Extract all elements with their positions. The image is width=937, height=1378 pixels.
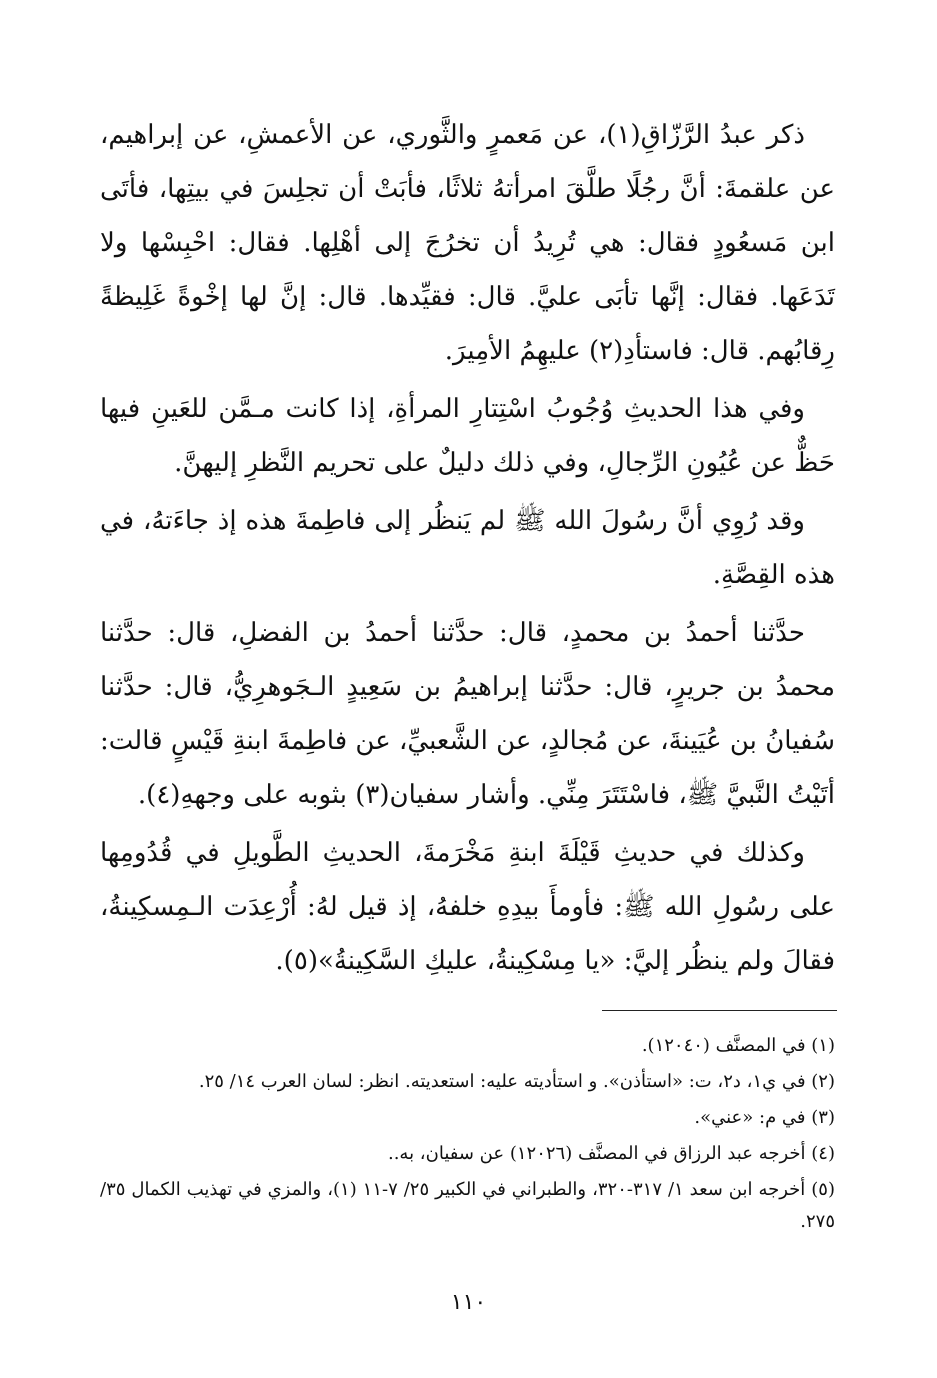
footnote-divider (602, 1010, 837, 1011)
page-number: ١١٠ (450, 1290, 487, 1315)
footnote: (٤) أخرجه عبد الرزاق في المصنَّف (١٢٠٢٦) عن سفيان، به.. (387, 1143, 835, 1164)
paragraph: وقد رُوِي أنَّ رسُولَ الله ﷺ لم يَنظُر إلى فاطِمةَ هذه إذ جاءَتهُ، في هذه القِصَّةِ. (100, 506, 835, 590)
paragraph: ذكر عبدُ الرَّزّاقِ(١)، عن مَعمرٍ والثَّوري، عن الأعمشِ، عن إبراهيم، عن علقمةَ: أنَّ رجُلًا طلَّقَ امرأتهُ ثلاثًا، فأبَتْ أن تجلِسَ في بيتِها، فأتَى ابن مَسعُودٍ فقال: هي تُرِيدُ أن تخرُجَ إلى أهْلِها. فقال: احْبِسْها ولا تَدَعَها. فقال: إنَّها تأبَى عليَّ. قال: فقيِّدها. قال: إنَّ لها إخْوةً غَلِيظةً رِقابُهم. قال: فاستأدِ(٢) عليهِمُ الأمِيرَ. (100, 120, 835, 366)
paragraph: وفي هذا الحديثِ وُجُوبُ اسْتِتارِ المرأةِ، إذا كانت مـمَّن للعَينِ فيها حَظٌّ عن عُيُونِ الرِّجالِ، وفي ذلك دليلٌ على تحريم النَّظرِ إليهنَّ. (100, 394, 835, 478)
footnote: (٥) أخرجه ابن سعد ١/ ٣١٧-٣٢٠، والطبراني في الكبير ٢٥/ ٧-١١ (١)، والمزي في تهذيب الكمال ٣٥/ ٢٧٥. (100, 1179, 835, 1232)
main-text (100, 108, 835, 992)
paragraph: حدَّثنا أحمدُ بن محمدٍ، قال: حدَّثنا أحمدُ بن الفضلِ، قال: حدَّثنا محمدُ بن جريرٍ، قال: حدَّثنا إبراهيمُ بن سَعِيدٍ الـجَوهرِيُّ، قال: حدَّثنا سُفيانُ بن عُيَينةَ، عن مُجالدٍ، عن الشَّعبيِّ، عن فاطِمةَ ابنةِ قَيْسٍ قالت: أتَيْتُ النَّبيَّ ﷺ، فاسْتَتَرَ مِنِّي. وأشار سفيان(٣) بثوبه على وجههِ(٤). (100, 618, 835, 810)
footnotes (100, 1030, 835, 1242)
paragraph: وكذلك في حديثِ قَيْلَةَ ابنةِ مَخْرَمةَ، الحديثِ الطَّويلِ في قُدُومِها على رسُولِ الله ﷺ: فأومأَ بيدِهِ خلفهُ، إذ قيل لهُ: أُرْعِدَت الـمِسكِينةُ، فقالَ ولم ينظُر إليَّ: «يا مِسْكِينةُ، عليكِ السَّكِينةُ»(٥). (100, 838, 835, 976)
footnote: (٣) في م: «عني». (694, 1107, 835, 1128)
footnote: (١) في المصنَّف (١٢٠٤٠). (641, 1035, 835, 1056)
footnote: (٢) في ي١، د٢، ت: «استأذن». و استأديته عليه: استعديته. انظر: لسان العرب ١٤/ ٢٥. (198, 1071, 835, 1092)
